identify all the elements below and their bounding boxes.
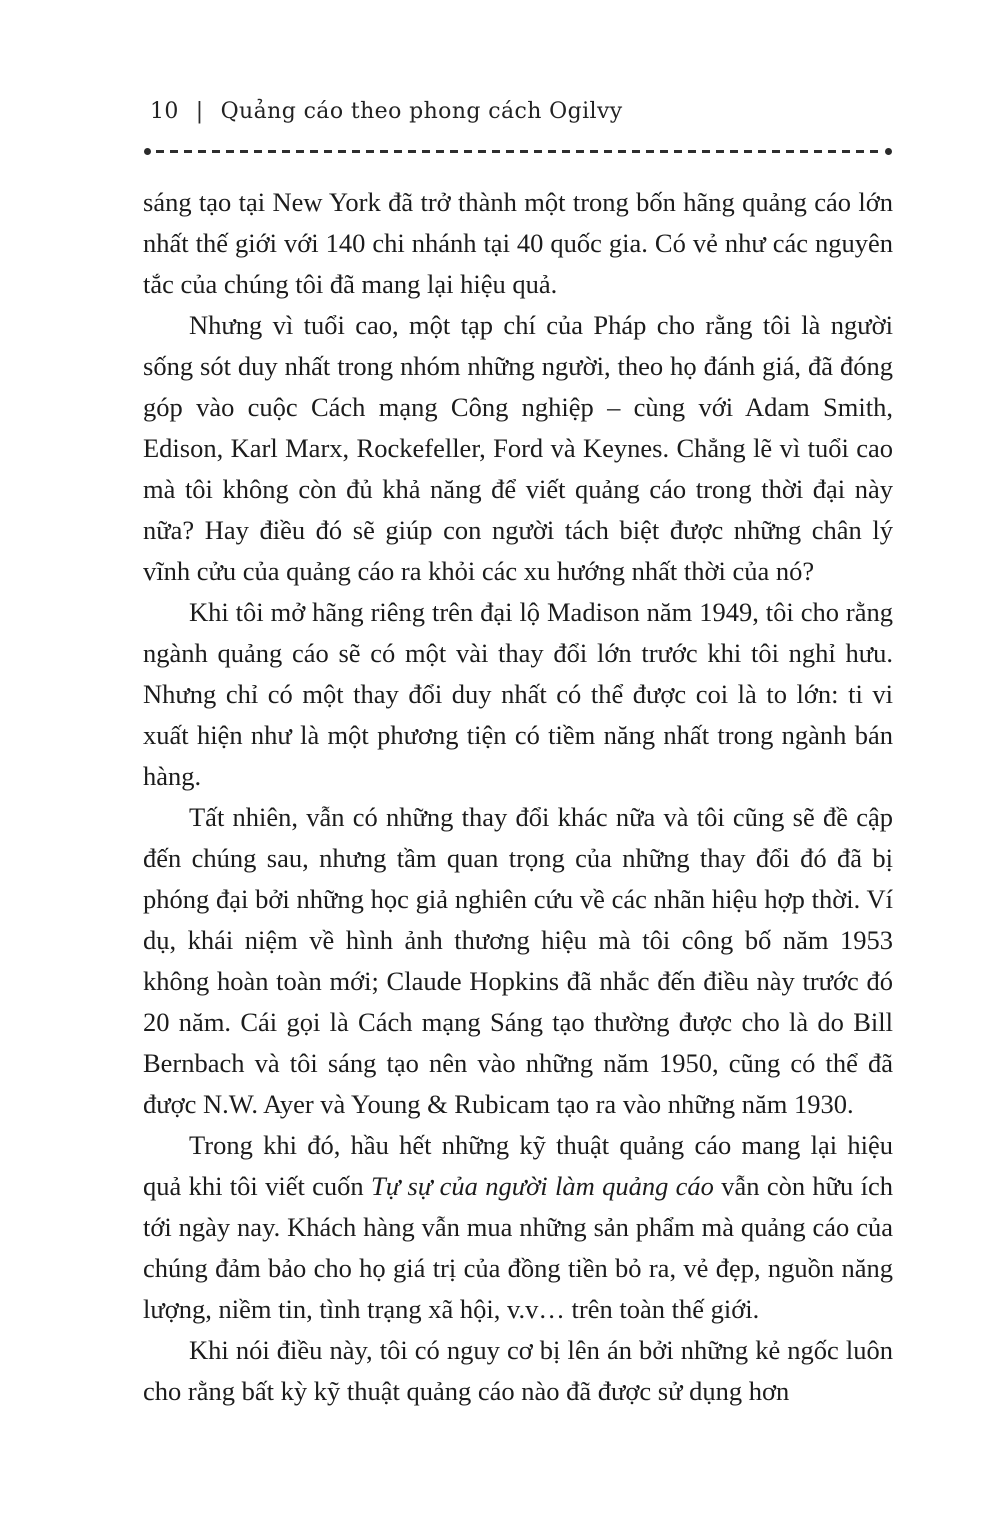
- paragraph-5: [143, 1125, 893, 1330]
- running-header: [150, 99, 890, 124]
- paragraph-2: Nhưng vì tuổi cao, một tạp chí của Pháp cho rằng tôi là người sống sót duy nhất trong nhóm những người, theo họ đánh giá, đã đóng góp vào cuộc Cách mạng Công nghiệp – cùng với Adam Smith, Edison, Karl Marx, Rockefeller, Ford và Keynes. Chẳng lẽ vì tuổi cao mà tôi không còn đủ khả năng để viết quảng cáo trong thời đại này nữa? Hay điều đó sẽ giúp con người tách biệt được những chân lý vĩnh cửu của quảng cáo ra khỏi các xu hướng nhất thời của nó?: [143, 310, 893, 586]
- cited-book-title: Tự sự của người làm quảng cáo: [371, 1171, 714, 1201]
- separator-dashes: [156, 150, 880, 153]
- book-title: Quảng cáo theo phong cách Ogilvy: [220, 99, 623, 124]
- page-number: 10: [150, 99, 179, 124]
- paragraph-6: Khi nói điều này, tôi có nguy cơ bị lên án bởi những kẻ ngốc luôn cho rằng bất kỳ kỹ thuật quảng cáo nào đã được sử dụng hơn: [143, 1335, 893, 1406]
- paragraph-4: Tất nhiên, vẫn có những thay đổi khác nữa và tôi cũng sẽ đề cập đến chúng sau, nhưng tầm quan trọng của những thay đổi đó đã bị phóng đại bởi những học giả nghiên cứu về các nhãn hiệu hợp thời. Ví dụ, khái niệm về hình ảnh thương hiệu mà tôi công bố năm 1953 không hoàn toàn mới; Claude Hopkins đã nhắc đến điều này trước đó 20 năm. Cái gọi là Cách mạng Sáng tạo thường được cho là do Bill Bernbach và tôi sáng tạo nên vào những năm 1950, cũng có thể đã được N.W. Ayer và Young & Rubicam tạo ra vào những năm 1930.: [143, 802, 893, 1119]
- paragraph-3: Khi tôi mở hãng riêng trên đại lộ Madison năm 1949, tôi cho rằng ngành quảng cáo sẽ có một vài thay đổi lớn trước khi tôi nghỉ hưu. Nhưng chỉ có một thay đổi duy nhất có thể được coi là to lớn: ti vi xuất hiện như là một phương tiện có tiềm năng nhất trong ngành bán hàng.: [143, 597, 893, 791]
- dashed-separator: [144, 147, 892, 156]
- paragraph-1: sáng tạo tại New York đã trở thành một trong bốn hãng quảng cáo lớn nhất thế giới với 140 chi nhánh tại 40 quốc gia. Có vẻ như các nguyên tắc của chúng tôi đã mang lại hiệu quả.: [143, 187, 893, 299]
- header-divider: |: [195, 99, 204, 124]
- page-body: [143, 182, 893, 1412]
- paragraph-5-text-continued: vẫn còn hữu ích tới ngày nay. Khách hàng vẫn mua những sản phẩm mà quảng cáo của chúng đảm bảo cho họ giá trị của đồng tiền bỏ ra, vẻ đẹp, nguồn năng lượng, niềm tin, tình trạng xã hội, v.v… trên toàn thế giới.: [143, 1171, 893, 1324]
- separator-right-dot: [885, 148, 892, 155]
- separator-left-dot: [144, 148, 151, 155]
- paragraph-5-text: Trong khi đó, hầu hết những kỹ thuật quảng cáo mang lại hiệu quả khi tôi viết cuốn: [143, 1130, 893, 1201]
